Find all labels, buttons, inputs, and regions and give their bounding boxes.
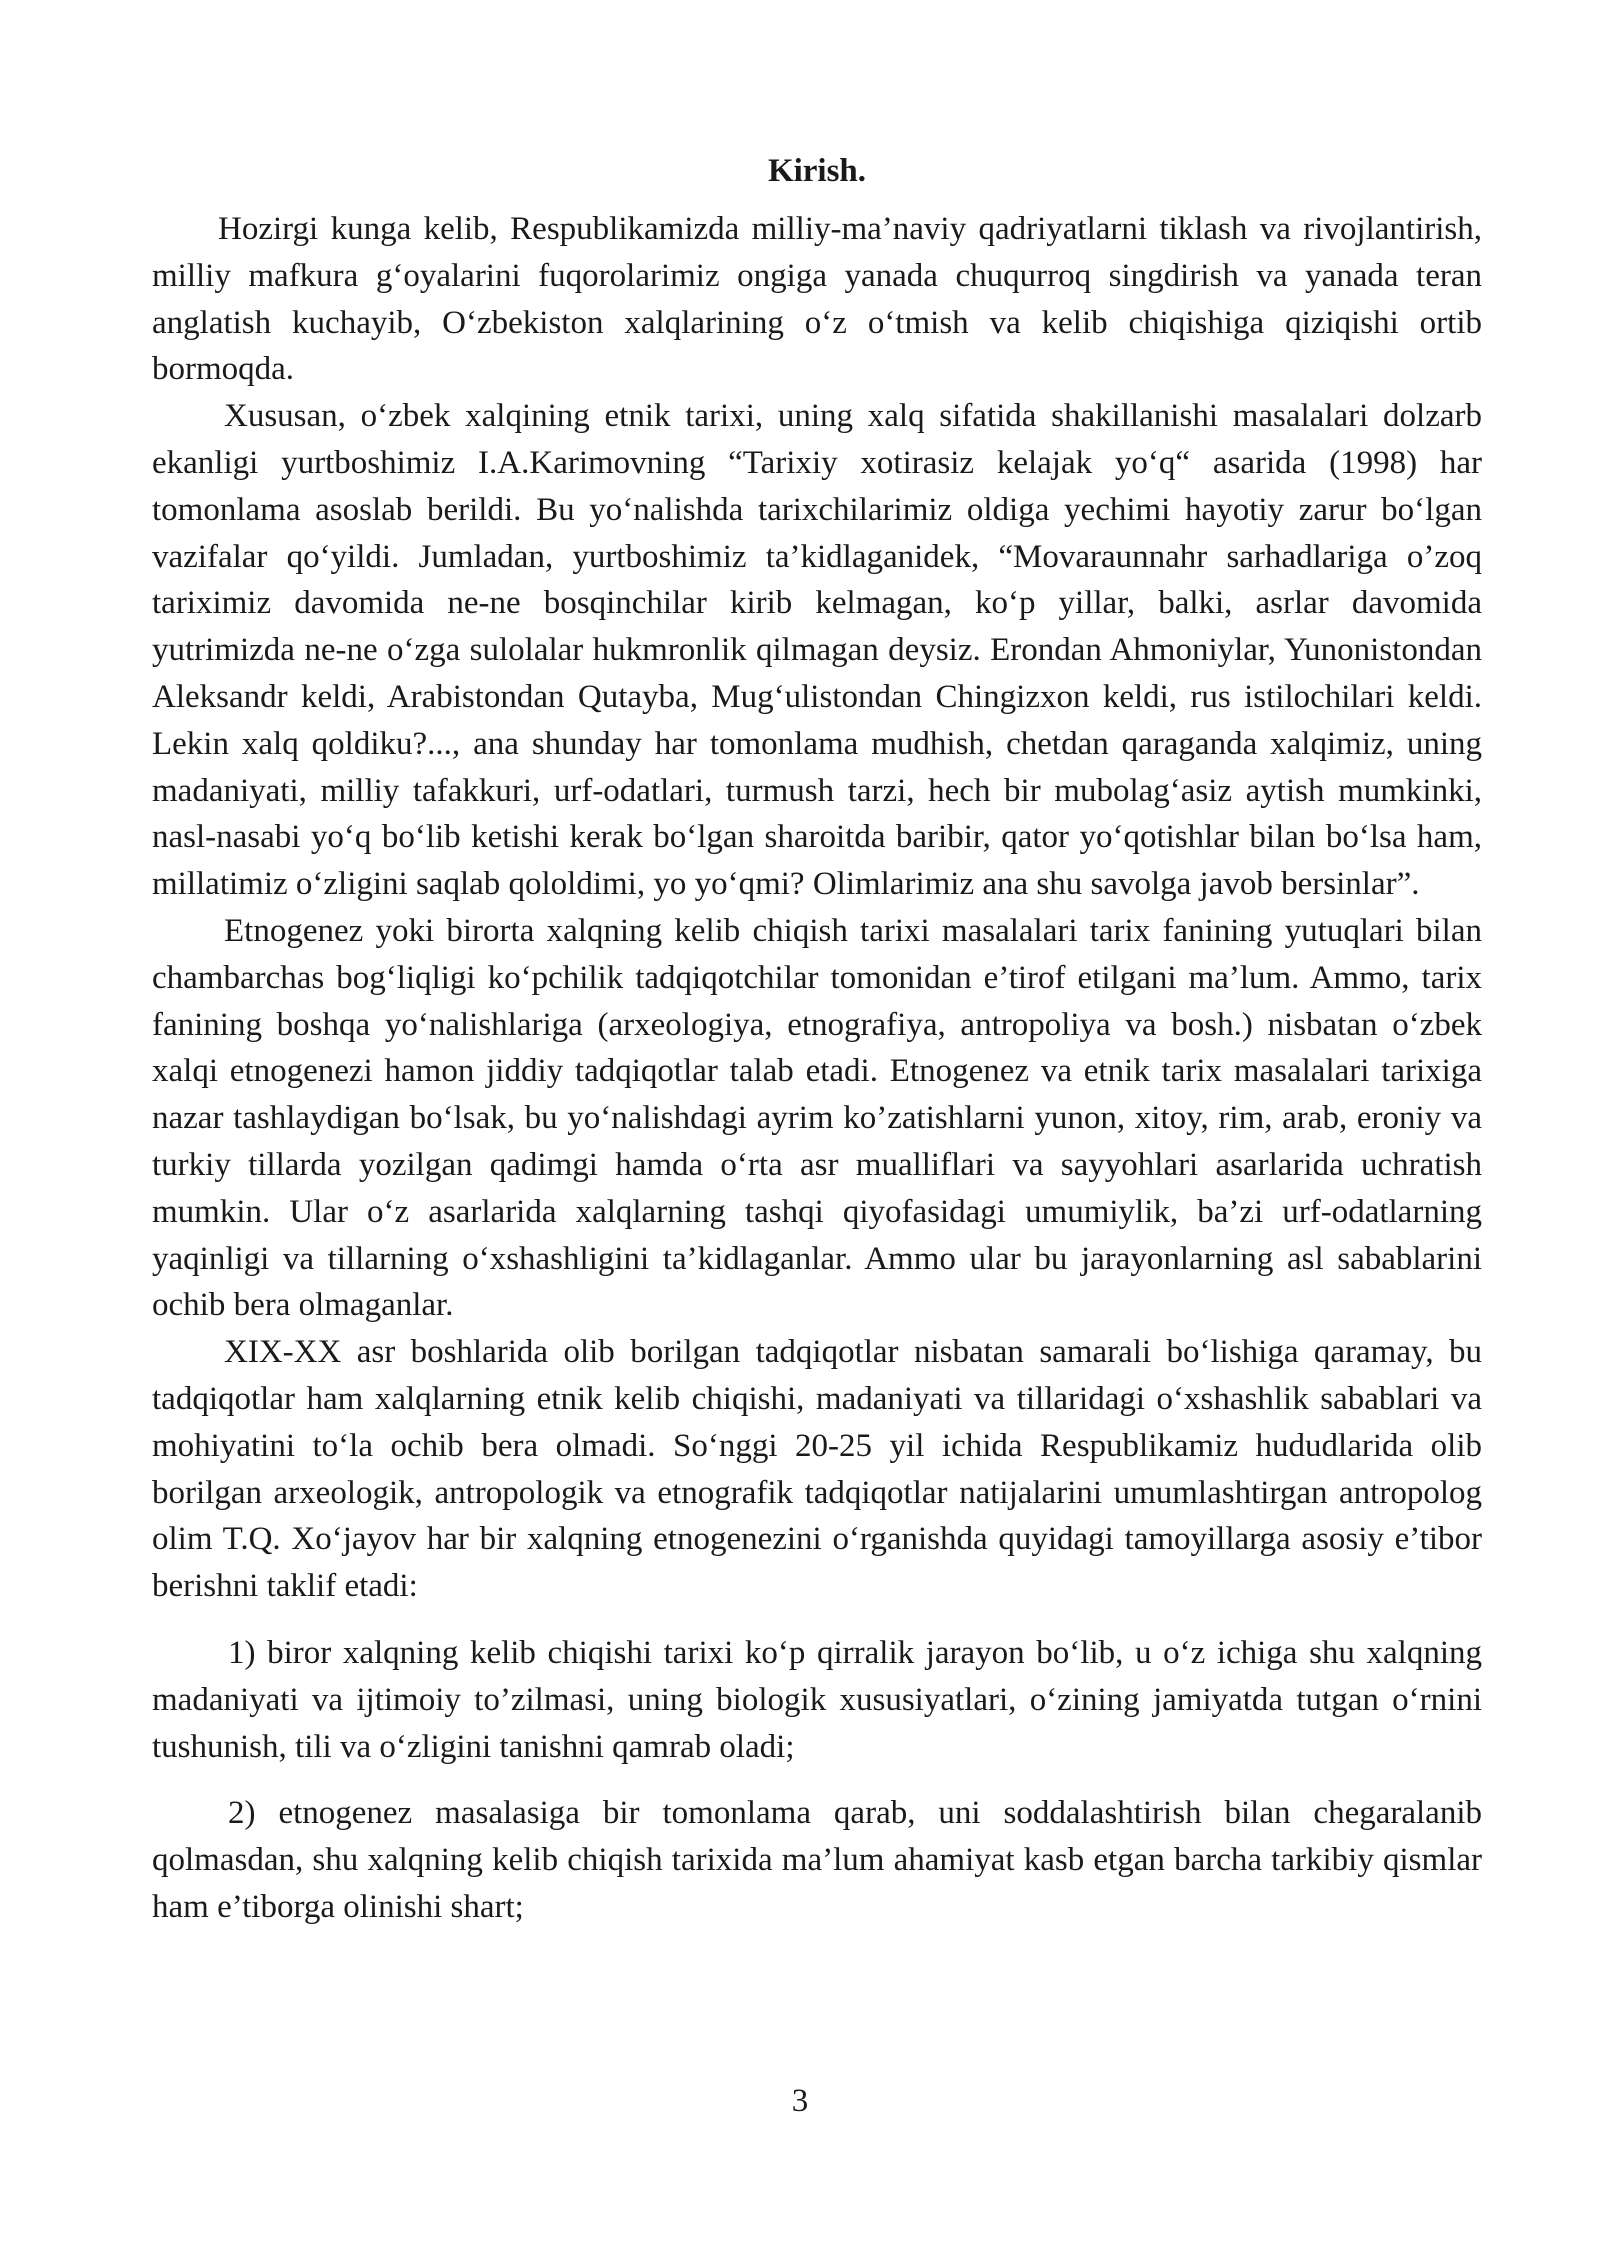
paragraph-research: XIX-XX asr boshlarida olib borilgan tadqiqotlar nisbatan samarali bo‘lishiga qaramay, bu tadqiqotlar ham xalqlarning etnik kelib chiqishi, madaniyati va tillaridagi o‘xshashlik sabablari va mohiyatini to‘la ochib bera olmadi. So‘nggi 20-25 yil ichida Respublikamiz hududlarida olib borilgan arxeologik, antropologik va etnografik tadqiqotlar natijalarini umumlashtirgan antropolog olim T.Q. Xo‘jayov har bir xalqning etnogenezini o‘rganishda quyidagi tamoyillarga asosiy e’tibor berishni taklif etadi: (152, 1334, 1482, 1605)
paragraph-ethnogenesis: Etnogenez yoki birorta xalqning kelib chiqish tarixi masalalari tarix fanining yutuqlari bilan chambarchas bog‘liqligi ko‘pchilik tadqiqotchilar tomonidan e’tirof etilgani ma’lum. Ammo, tarix fanining boshqa yo‘nalishlariga (arxeologiya, etnografiya, antropoliya va bosh.) nisbatan o‘zbek xalqi etnogenezi hamon jiddiy tadqiqotlar talab etadi. Etnogenez va etnik tarix masalalari tarixiga nazar tashlaydigan bo‘lsak, bu yo‘nalishdagi ayrim ko’zatishlarni yunon, xitoy, rim, arab, eroniy va turkiy tillarda yozilgan qadimgi hamda o‘rta asr mualliflari va sayyohlari asarlarida uchratish mumkin. Ular o‘z asarlarida xalqlarning tashqi qiyofasidagi umumiylik, ba’zi urf-odatlarning yaqinligi va tillarning o‘xshashligini ta’kidlaganlar. Ammo ular bu jarayonlarning asl sabablarini ochib bera olmaganlar. (152, 912, 1482, 1324)
paragraph-intro: Hozirgi kunga kelib, Respublikamizda milliy-ma’naviy qadriyatlarni tiklash va rivojlantirish, milliy mafkura g‘oyalarini fuqorolarimiz ongiga yanada chuqurroq singdirish va yanada teran anglatish kuchayib, O‘zbekiston xalqlarining o‘z o‘tmish va kelib chiqishiga qiziqishi ortib bormoqda. (152, 211, 1482, 388)
section-title: Kirish. (767, 153, 867, 189)
paragraph-ethnic-history: Xususan, o‘zbek xalqining etnik tarixi, uning xalq sifatida shakillanishi masalalari dolzarb ekanligi yurtboshimiz I.A.Karimovning “Tarixiy xotirasiz kelajak yo‘q“ asarida (1998) har tomonlama asoslab berildi. Bu yo‘nalishda tarixchilarimiz oldiga yechimi hayotiy zarur bo‘lgan vazifalar qo‘yildi. Jumladan, yurtboshimiz ta’kidlaganidek, “Movaraunnahr sarhadlariga o’zoq tariximiz davomida ne-ne bosqinchilar kirib kelmagan, ko‘p yillar, balki, asrlar davomida yutrimizda ne-ne o‘zga sulolalar hukmronlik qilmagan deysiz. Erondan Ahmoniylar, Yunonistondan Aleksandr keldi, Arabistondan Qutayba, Mug‘ulistondan Chingizxon keldi, rus istilochilari keldi. Lekin xalq qoldiku?..., ana shunday har tomonlama mudhish, chetdan qaraganda xalqimiz, uning madaniyati, milliy tafakkuri, urf-odatlari, turmush tarzi, hech bir mubolag‘asiz aytish mumkinki, nasl-nasabi yo‘q bo‘lib ketishi kerak bo‘lgan sharoitda baribir, qator yo‘qotishlar bilan bo‘lsa ham, millatimiz o‘zligini saqlab qololdimi, yo yo‘qmi? Olimlarimiz ana shu savolga javob bersinlar”. (152, 398, 1482, 903)
page-number: 3 (791, 2083, 809, 2119)
document-page (152, 148, 1482, 1931)
list-item-principle-2: 2) etnogenez masalasiga bir tomonlama qarab, uni soddalashtirish bilan chegaralanib qolmasdan, shu xalqning kelib chiqish tarixida ma’lum ahamiyat kasb etgan barcha tarkibiy qismlar ham e’tiborga olinishi shart; (152, 1795, 1482, 1925)
list-item-principle-1: 1) biror xalqning kelib chiqishi tarixi ko‘p qirralik jarayon bo‘lib, u o‘z ichiga shu xalqning madaniyati va ijtimoiy to’zilmasi, uning biologik xususiyatlari, o‘zining jamiyatda tutgan o‘rnini tushunish, tili va o‘zligini tanishni qamrab oladi; (152, 1634, 1482, 1765)
